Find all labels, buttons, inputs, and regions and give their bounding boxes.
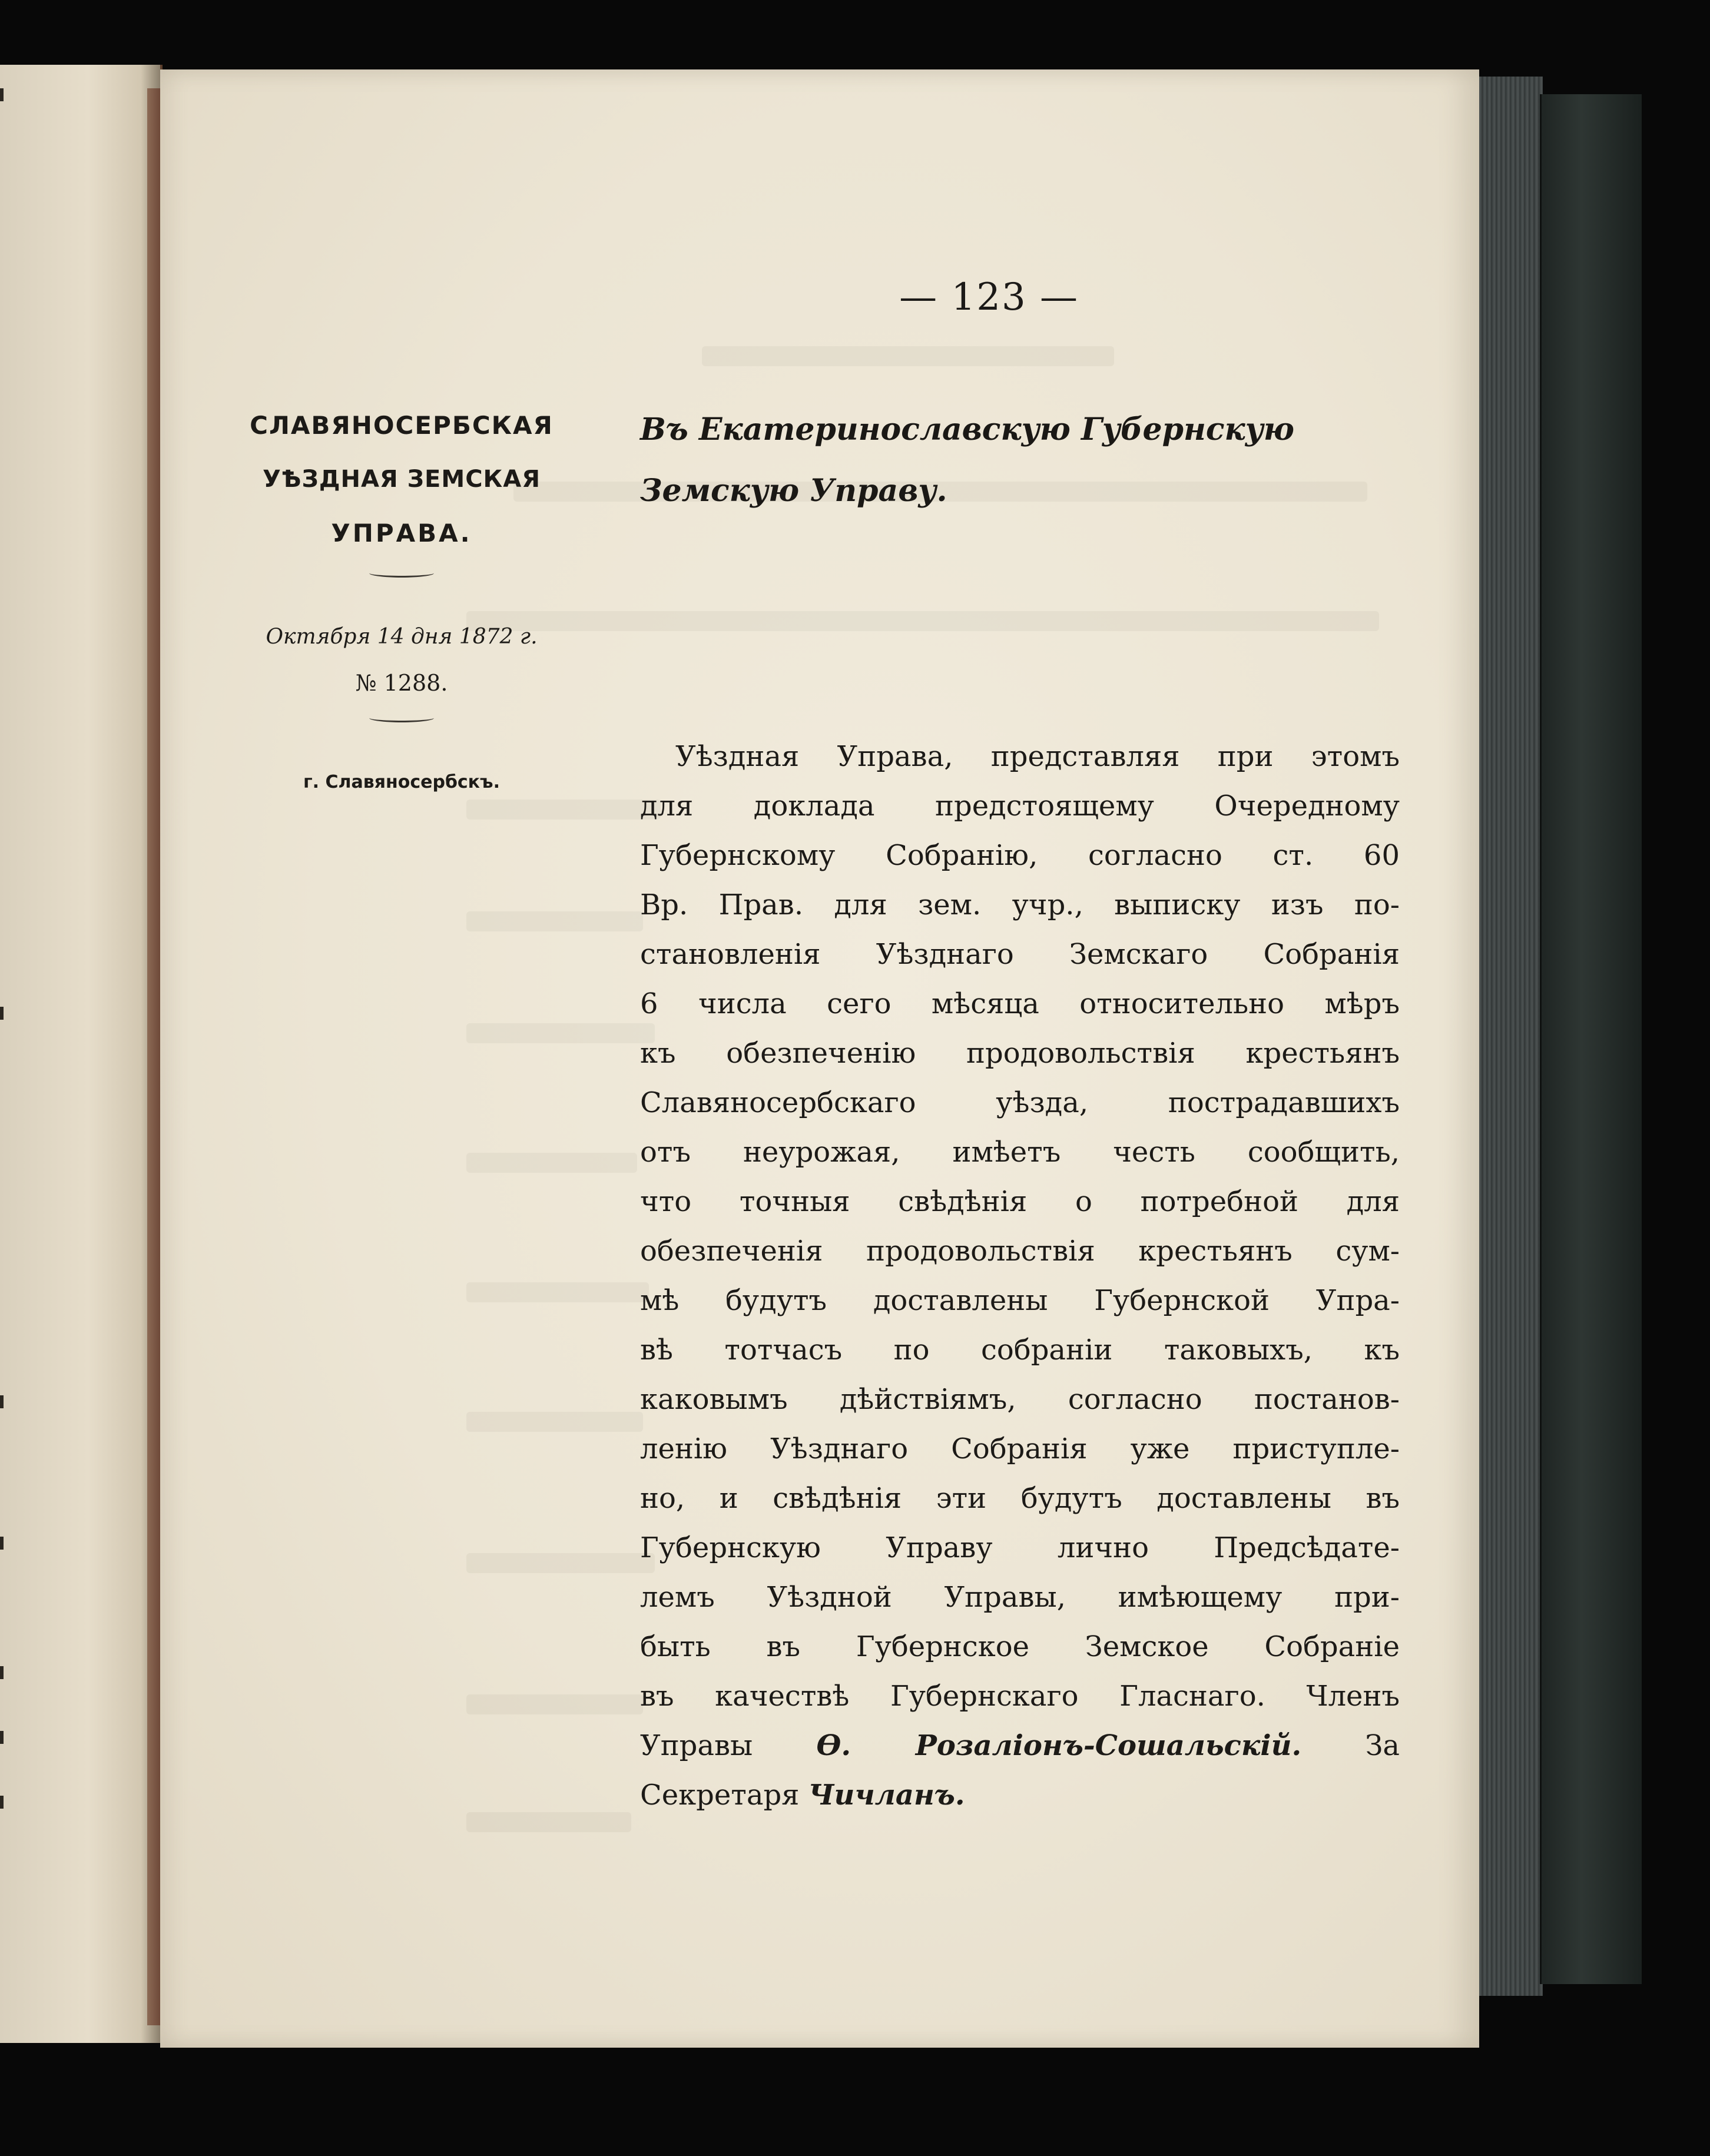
body-line: 6 числа сего мѣсяца относительно мѣръ <box>640 987 1400 1020</box>
page-number-text: — 123 — <box>899 276 1079 319</box>
addressee-line-1: Въ Екатеринославскую Губернскую <box>640 412 1294 447</box>
body-line: въ качествѣ Губернскаго Гласнаго. Членъ <box>640 1680 1400 1713</box>
body-line: что точныя свѣдѣнія о потребной для <box>640 1185 1400 1218</box>
signature-suffix: За <box>1365 1729 1400 1762</box>
secretary-line <box>640 1770 1400 1820</box>
body-line: Уѣздная Управа, представляя при этомъ <box>675 740 1400 773</box>
body-line: для доклада предстоящему Очередному <box>640 790 1400 822</box>
issuer-line-3: УПРАВА. <box>331 519 472 548</box>
body-line: къ обезпеченію продовольствія крестьянъ <box>640 1037 1400 1070</box>
signature-prefix: Управы <box>640 1729 753 1762</box>
body-line: обезпеченія продовольствія крестьянъ сум- <box>640 1235 1400 1268</box>
addressee-block <box>640 399 1400 522</box>
document-number: № 1288. <box>355 670 448 696</box>
body-line: отъ неурожая, имѣетъ честь сообщить, <box>640 1136 1400 1169</box>
tilde-divider <box>369 569 434 578</box>
member-name: Ѳ. Розаліонъ-Сошальскій. <box>816 1729 1302 1762</box>
body-line: Славяносербскаго уѣзда, пострадавшихъ <box>640 1086 1400 1119</box>
left-page-binding <box>147 88 161 2025</box>
addressee-line-2: Земскую Управу. <box>640 473 947 509</box>
page-edges-stack <box>1478 77 1543 1996</box>
book-page <box>160 69 1479 2048</box>
document-date: Октября 14 дня 1872 г. <box>266 625 538 649</box>
tilde-divider <box>369 714 434 722</box>
body-text <box>640 732 1400 1820</box>
document-city: г. Славяносербскъ. <box>303 772 500 792</box>
facing-page-left <box>0 65 163 2043</box>
body-line: Губернскому Собранію, согласно ст. 60 <box>640 839 1400 872</box>
body-line: становленія Уѣзднаго Земскаго Собранія <box>640 938 1400 971</box>
body-line: Губернскую Управу лично Предсѣдате- <box>640 1531 1400 1564</box>
body-line: но, и свѣдѣнія эти будутъ доставлены въ <box>640 1482 1400 1515</box>
issuer-line-1: СЛАВЯНОСЕРБСКАЯ <box>250 411 554 440</box>
body-line: быть въ Губернское Земское Собраніе <box>640 1630 1400 1663</box>
body-line: каковымъ дѣйствіямъ, согласно постанов- <box>640 1383 1400 1416</box>
body-line: лемъ Уѣздной Управы, имѣющему при- <box>640 1581 1400 1614</box>
page-number <box>160 276 1079 319</box>
secretary-prefix: Секретаря <box>640 1779 800 1812</box>
secretary-name: Чичланъ. <box>808 1779 965 1812</box>
body-line: вѣ тотчасъ по собраніи таковыхъ, къ <box>640 1334 1400 1366</box>
book-cover-right <box>1540 94 1642 1984</box>
left-page-edge-marks <box>0 65 6 2043</box>
issuer-line-2: УѢЗДНАЯ ЗЕМСКАЯ <box>262 466 541 493</box>
signature-line <box>640 1721 1400 1770</box>
body-line: мѣ будутъ доставлены Губернской Упра- <box>640 1284 1400 1317</box>
body-line: Вр. Прав. для зем. учр., выписку изъ по- <box>640 888 1400 921</box>
margin-column <box>237 411 566 792</box>
body-line: ленію Уѣзднаго Собранія уже приступле- <box>640 1432 1400 1465</box>
